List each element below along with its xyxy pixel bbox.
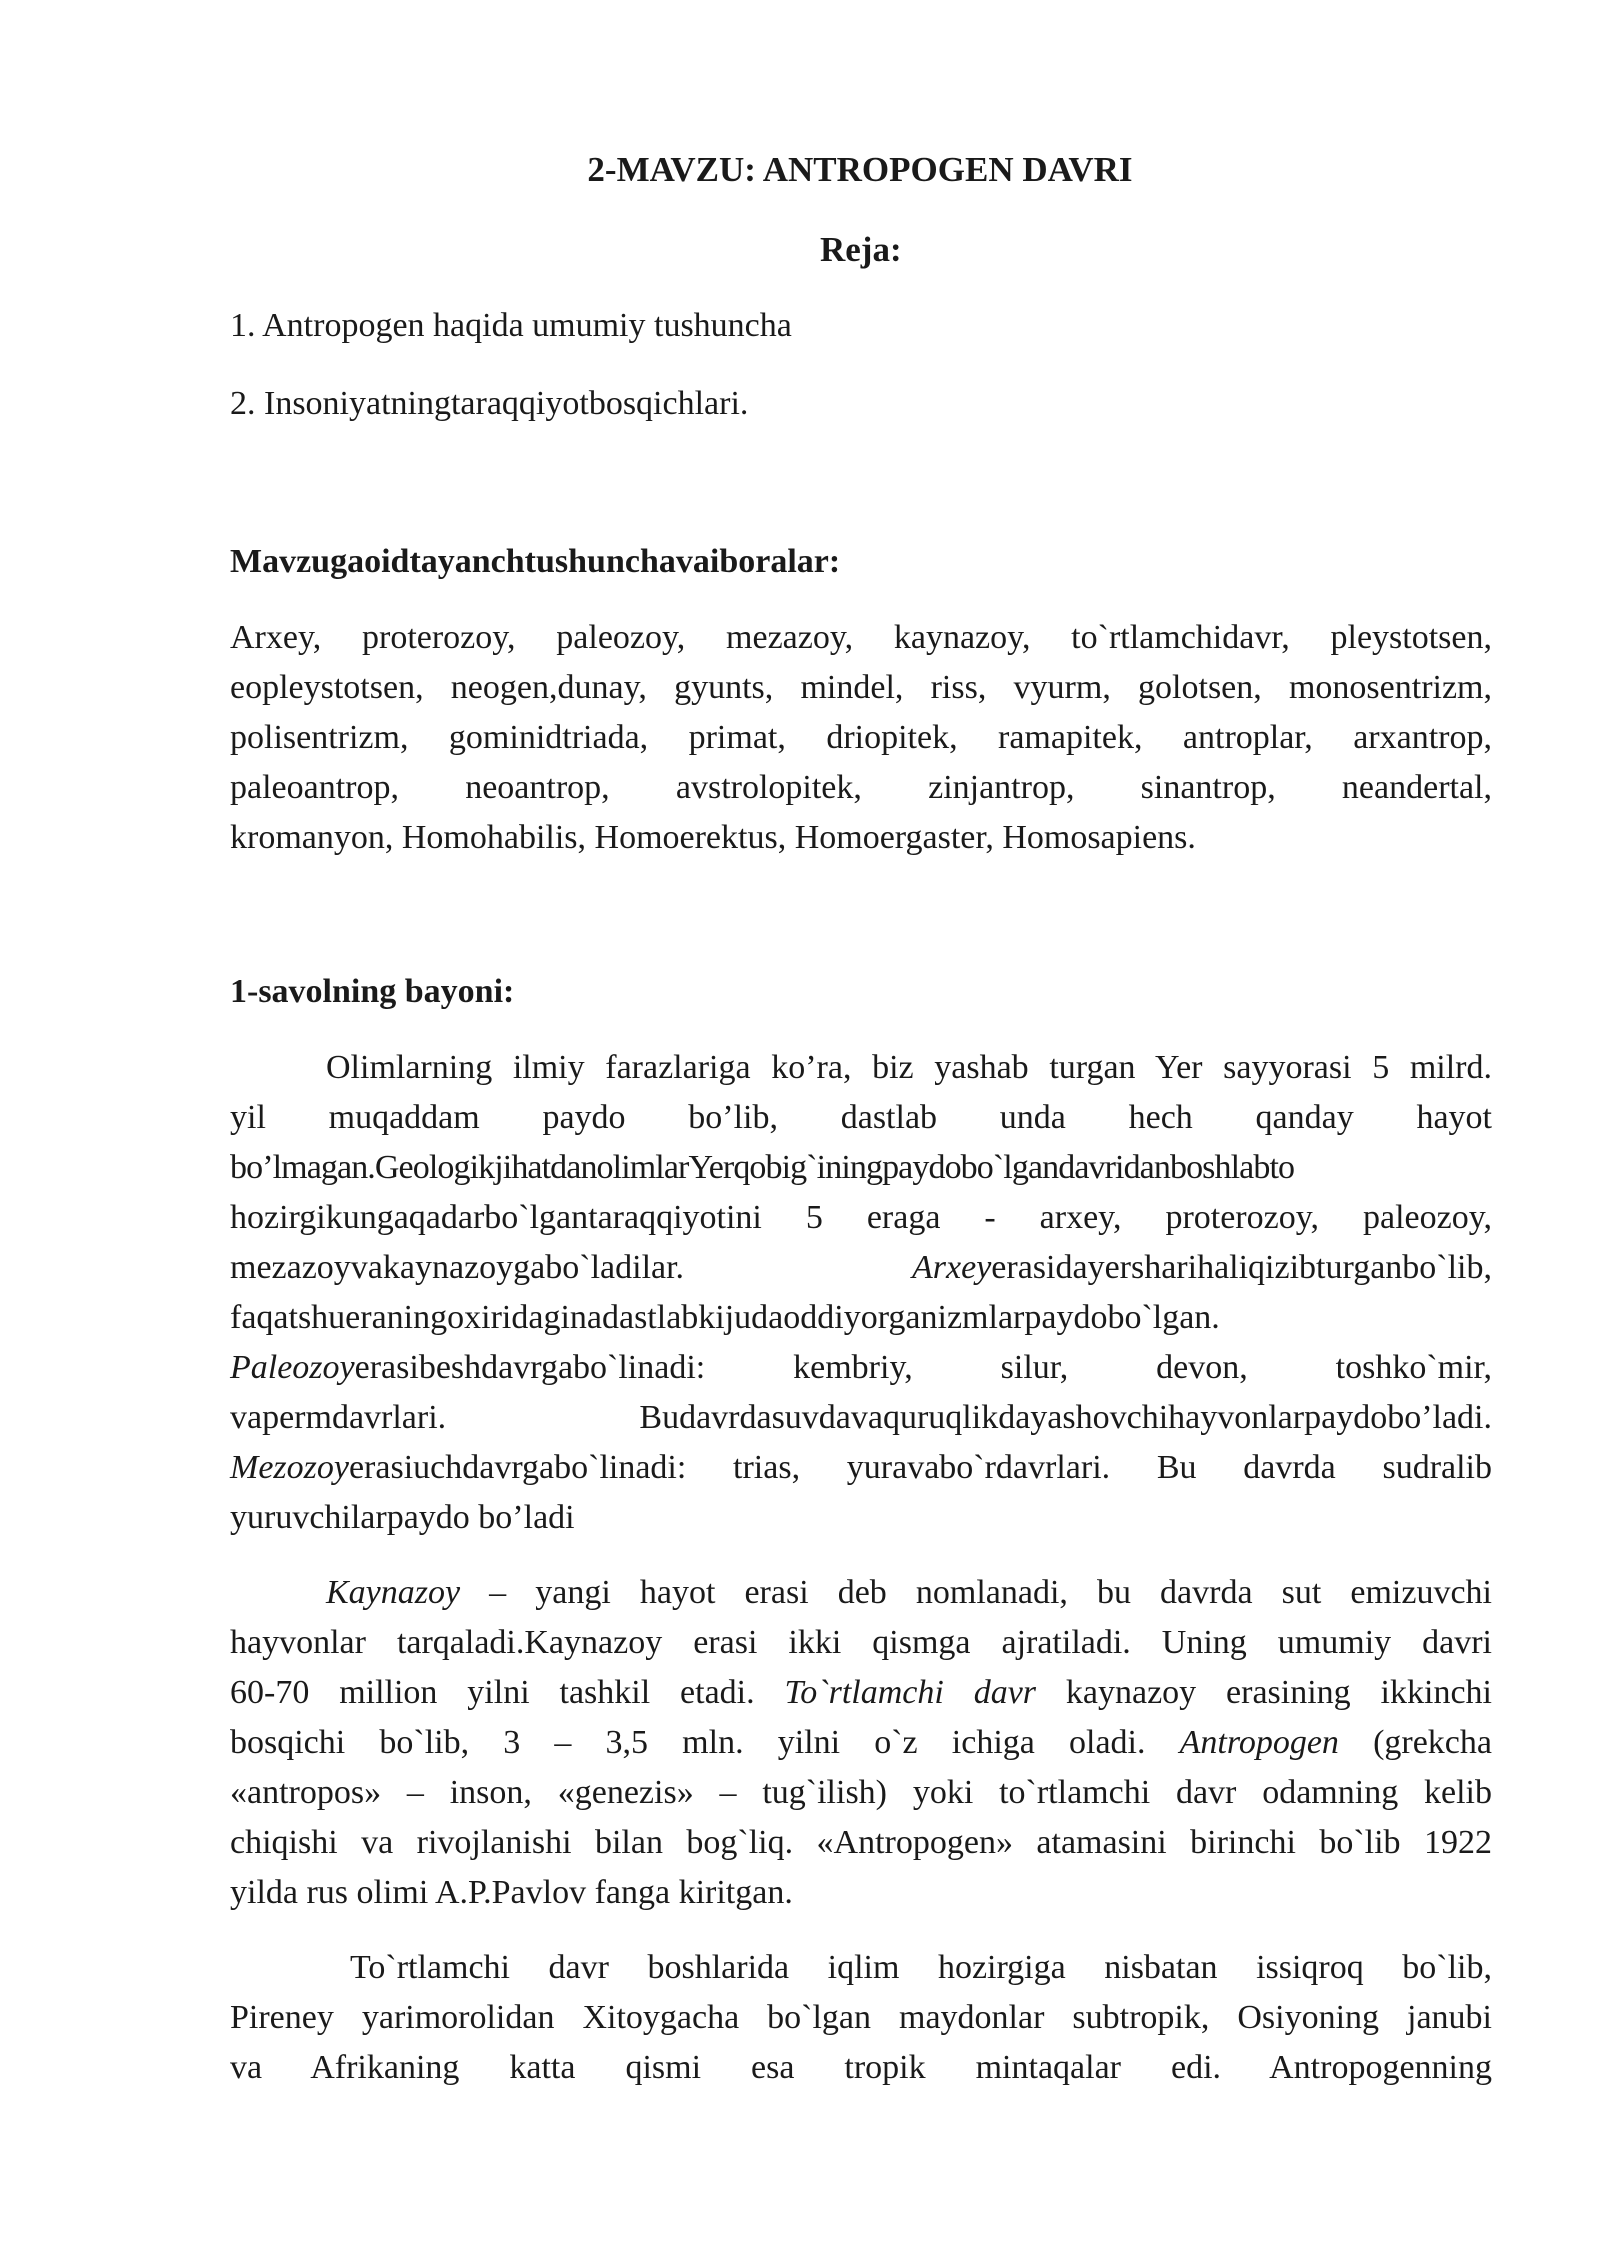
text-line: 60-70 million yilni tashkil etadi. To`rtlamchi davr kaynazoy erasining ikkinchi (230, 1674, 1492, 1711)
text-line: Olimlarning ilmiy farazlariga ko’ra, biz yashab turgan Yer sayyorasi 5 milrd. (326, 1049, 1492, 1086)
plan-item: 1. Antropogen haqida umumiy tushuncha (230, 307, 792, 344)
text-line: To`rtlamchi davr boshlarida iqlim hozirgiga nisbatan issiqroq bo`lib, (350, 1949, 1492, 1986)
text-line: Mezozoyerasiuchdavrgabo`linadi: trias, yuravabo`rdavrlari. Bu davrda sudralib (230, 1449, 1492, 1486)
text-line: hozirgikungaqadarbo`lgantaraqqiyotini 5 eraga - arxey, proterozoy, paleozoy, (230, 1199, 1492, 1236)
text-line: faqatshueraningoxiridaginadastlabkijudaoddiyorganizmlarpaydobo`lgan. (230, 1299, 1220, 1336)
text-line: yil muqaddam paydo bo’lib, dastlab unda hech qanday hayot (230, 1099, 1492, 1136)
section-heading: 1-savolning bayoni: (230, 973, 515, 1010)
terms-heading: Mavzugaoidtayanchtushunchavaiboralar: (230, 543, 841, 580)
page-title: 2-MAVZU: ANTROPOGEN DAVRI (587, 150, 1133, 189)
plan-heading: Reja: (820, 230, 902, 269)
text-line: hayvonlar tarqaladi.Kaynazoy erasi ikki qismga ajratiladi. Uning umumiy davri (230, 1624, 1492, 1661)
text-line: yuruvchilarpaydo bo’ladi (230, 1499, 575, 1536)
text-line: Kaynazoy – yangi hayot erasi deb nomlanadi, bu davrda sut emizuvchi (326, 1574, 1492, 1611)
text-line: bo’lmagan.GeologikjihatdanolimlarYerqobig`iningpaydobo`lgandavridanboshlabto (230, 1149, 1295, 1186)
plan-item: 2. Insoniyatningtaraqqiyotbosqichlari. (230, 385, 749, 422)
terms-line: eopleystotsen, neogen,dunay, gyunts, mindel, riss, vyurm, golotsen, monosentrizm, (230, 669, 1492, 706)
terms-line: kromanyon, Homohabilis, Homoerektus, Homoergaster, Homosapiens. (230, 819, 1196, 856)
text-line: vapermdavrlari. Budavrdasuvdavaquruqlikdayashovchihayvonlarpaydobo’ladi. (230, 1399, 1492, 1436)
text-line: Pireney yarimorolidan Xitoygacha bo`lgan maydonlar subtropik, Osiyoning janubi (230, 1999, 1492, 2036)
terms-line: Arxey, proterozoy, paleozoy, mezazoy, kaynazoy, to`rtlamchidavr, pleystotsen, (230, 619, 1492, 656)
text-line: yilda rus olimi A.P.Pavlov fanga kiritgan. (230, 1874, 793, 1911)
text-line: «antropos» – inson, «genezis» – tug`ilish) yoki to`rtlamchi davr odamning kelib (230, 1774, 1492, 1811)
text-line: bosqichi bo`lib, 3 – 3,5 mln. yilni o`z ichiga oladi. Antropogen (grekcha (230, 1724, 1492, 1761)
text-line: chiqishi va rivojlanishi bilan bog`liq. «Antropogen» atamasini birinchi bo`lib 1922 (230, 1824, 1492, 1861)
text-line: Paleozoyerasibeshdavrgabo`linadi: kembriy, silur, devon, toshko`mir, (230, 1349, 1492, 1386)
terms-line: polisentrizm, gominidtriada, primat, driopitek, ramapitek, antroplar, arxantrop, (230, 719, 1492, 756)
text-line: mezazoyvakaynazoygabo`ladilar. Arxeyerasidayersharihaliqizibturganbo`lib, (230, 1249, 1492, 1286)
text-line: va Afrikaning katta qismi esa tropik mintaqalar edi. Antropogenning (230, 2049, 1492, 2086)
terms-line: paleoantrop, neoantrop, avstrolopitek, zinjantrop, sinantrop, neandertal, (230, 769, 1492, 806)
